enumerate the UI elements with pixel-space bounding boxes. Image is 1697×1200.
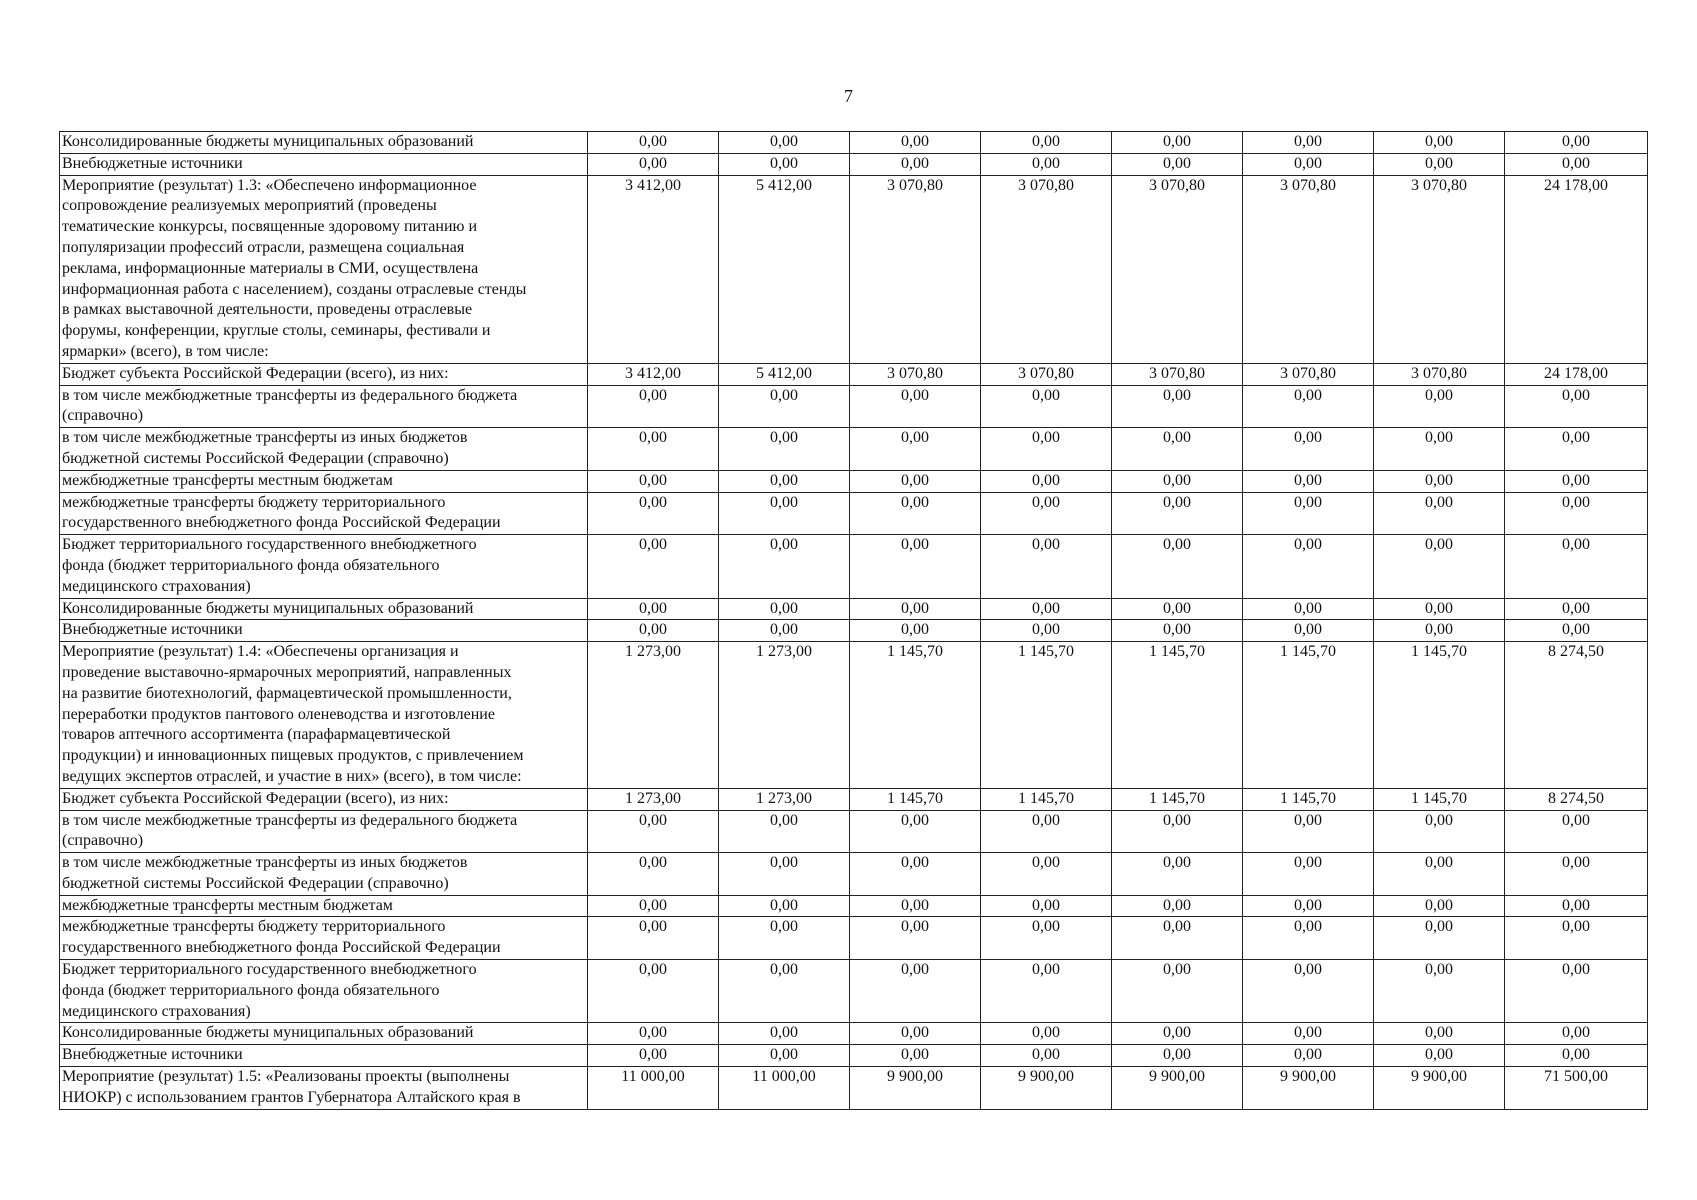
- table-row: [60, 1045, 1648, 1067]
- value-cell: 0,00: [981, 620, 1112, 642]
- value-cell: 0,00: [719, 917, 850, 960]
- value-cell: 3 070,80: [1243, 175, 1374, 363]
- value-cell: 0,00: [1243, 1045, 1374, 1067]
- value-cell: 3 070,80: [850, 175, 981, 363]
- value-cell: 0,00: [1374, 620, 1505, 642]
- value-cell: 0,00: [981, 470, 1112, 492]
- table-row: [60, 1067, 1648, 1110]
- value-cell: 0,00: [981, 385, 1112, 428]
- value-cell: 1 145,70: [1112, 788, 1243, 810]
- value-cell: 0,00: [1112, 132, 1243, 154]
- value-cell: 0,00: [588, 385, 719, 428]
- value-cell: 5 412,00: [719, 175, 850, 363]
- value-cell: 0,00: [850, 853, 981, 896]
- value-cell: 0,00: [981, 428, 1112, 471]
- value-cell: 0,00: [588, 960, 719, 1023]
- table-row: [60, 470, 1648, 492]
- table-row: [60, 598, 1648, 620]
- value-cell: 0,00: [981, 132, 1112, 154]
- value-cell: 3 412,00: [588, 363, 719, 385]
- value-cell: 0,00: [981, 492, 1112, 535]
- value-cell: 0,00: [1112, 960, 1243, 1023]
- table-row: [60, 132, 1648, 154]
- row-label: межбюджетные трансферты местным бюджетам: [60, 895, 588, 917]
- value-cell: 0,00: [850, 385, 981, 428]
- page-number: 7: [844, 86, 853, 106]
- value-cell: 0,00: [1374, 535, 1505, 598]
- value-cell: 0,00: [1243, 470, 1374, 492]
- value-cell: 0,00: [850, 1045, 981, 1067]
- value-cell: 9 900,00: [1374, 1067, 1505, 1110]
- value-cell: 3 070,80: [1374, 175, 1505, 363]
- value-cell: 0,00: [1374, 853, 1505, 896]
- value-cell: 0,00: [719, 428, 850, 471]
- value-cell: 0,00: [1374, 960, 1505, 1023]
- value-cell: 0,00: [588, 428, 719, 471]
- value-cell: 0,00: [719, 960, 850, 1023]
- total-cell: 0,00: [1505, 895, 1648, 917]
- value-cell: 0,00: [588, 132, 719, 154]
- row-label: Консолидированные бюджеты муниципальных образований: [60, 1023, 588, 1045]
- total-cell: 0,00: [1505, 535, 1648, 598]
- value-cell: 0,00: [588, 620, 719, 642]
- value-cell: 0,00: [850, 598, 981, 620]
- row-label: Бюджет субъекта Российской Федерации (всего), из них:: [60, 788, 588, 810]
- value-cell: 0,00: [850, 620, 981, 642]
- total-cell: 0,00: [1505, 620, 1648, 642]
- value-cell: 0,00: [1243, 428, 1374, 471]
- value-cell: 0,00: [850, 1023, 981, 1045]
- total-cell: 24 178,00: [1505, 175, 1648, 363]
- table-row: [60, 620, 1648, 642]
- value-cell: 0,00: [1243, 810, 1374, 853]
- value-cell: 0,00: [588, 153, 719, 175]
- value-cell: 0,00: [1374, 385, 1505, 428]
- value-cell: 0,00: [1243, 385, 1374, 428]
- value-cell: 0,00: [1112, 620, 1243, 642]
- value-cell: 9 900,00: [981, 1067, 1112, 1110]
- value-cell: 0,00: [719, 895, 850, 917]
- row-label: Мероприятие (результат) 1.5: «Реализованы проекты (выполнены НИОКР) с использованием грантов Губернатора Алтайского края в: [60, 1067, 588, 1110]
- total-cell: 8 274,50: [1505, 642, 1648, 789]
- value-cell: 0,00: [850, 153, 981, 175]
- value-cell: 0,00: [588, 1023, 719, 1045]
- value-cell: 11 000,00: [719, 1067, 850, 1110]
- value-cell: 0,00: [981, 810, 1112, 853]
- value-cell: 0,00: [588, 470, 719, 492]
- value-cell: 0,00: [850, 895, 981, 917]
- value-cell: 3 070,80: [850, 363, 981, 385]
- total-cell: 0,00: [1505, 153, 1648, 175]
- table-row: [60, 175, 1648, 363]
- row-label: Бюджет территориального государственного внебюджетного фонда (бюджет территориального фонда обязательного медицинского страхования): [60, 535, 588, 598]
- value-cell: 3 070,80: [981, 363, 1112, 385]
- row-label: в том числе межбюджетные трансферты из федерального бюджета (справочно): [60, 385, 588, 428]
- value-cell: 1 273,00: [588, 642, 719, 789]
- row-label: межбюджетные трансферты местным бюджетам: [60, 470, 588, 492]
- value-cell: 0,00: [981, 1045, 1112, 1067]
- value-cell: 0,00: [719, 535, 850, 598]
- value-cell: 0,00: [1374, 917, 1505, 960]
- value-cell: 0,00: [850, 960, 981, 1023]
- value-cell: 0,00: [1112, 917, 1243, 960]
- value-cell: 0,00: [1112, 853, 1243, 896]
- value-cell: 0,00: [850, 810, 981, 853]
- value-cell: 0,00: [1243, 960, 1374, 1023]
- value-cell: 1 145,70: [981, 788, 1112, 810]
- value-cell: 0,00: [588, 853, 719, 896]
- value-cell: 0,00: [1243, 535, 1374, 598]
- value-cell: 0,00: [719, 1023, 850, 1045]
- value-cell: 0,00: [1243, 917, 1374, 960]
- row-label: Бюджет субъекта Российской Федерации (всего), из них:: [60, 363, 588, 385]
- value-cell: 1 273,00: [719, 642, 850, 789]
- table-row: [60, 917, 1648, 960]
- budget-table-body: [60, 132, 1648, 1110]
- budget-table: [59, 131, 1648, 1110]
- value-cell: 0,00: [981, 153, 1112, 175]
- total-cell: 0,00: [1505, 132, 1648, 154]
- value-cell: 0,00: [1243, 895, 1374, 917]
- value-cell: 0,00: [1112, 1045, 1243, 1067]
- value-cell: 0,00: [719, 470, 850, 492]
- value-cell: 0,00: [1374, 428, 1505, 471]
- value-cell: 0,00: [1112, 1023, 1243, 1045]
- total-cell: 0,00: [1505, 1045, 1648, 1067]
- total-cell: 0,00: [1505, 1023, 1648, 1045]
- table-row: [60, 810, 1648, 853]
- value-cell: 0,00: [1243, 1023, 1374, 1045]
- value-cell: 0,00: [850, 535, 981, 598]
- value-cell: 0,00: [1112, 492, 1243, 535]
- value-cell: 0,00: [850, 917, 981, 960]
- total-cell: 0,00: [1505, 917, 1648, 960]
- value-cell: 1 145,70: [1374, 788, 1505, 810]
- value-cell: 0,00: [850, 470, 981, 492]
- table-row: [60, 535, 1648, 598]
- value-cell: 1 145,70: [981, 642, 1112, 789]
- value-cell: 0,00: [1243, 132, 1374, 154]
- value-cell: 0,00: [1374, 895, 1505, 917]
- value-cell: 0,00: [1112, 153, 1243, 175]
- row-label: Внебюджетные источники: [60, 620, 588, 642]
- table-row: [60, 960, 1648, 1023]
- row-label: Внебюджетные источники: [60, 1045, 588, 1067]
- row-label: Мероприятие (результат) 1.3: «Обеспечено информационное сопровождение реализуемых мероприятий (проведены тематические конкурсы, посвященные здоровому питанию и популяризации профессий отрасли, размещена социальная реклама, информационные материалы в СМИ, осуществлена информационная работа с населением), созданы отраслевые стенды в рамках выставочной деятельности, проведены отраслевые форумы, конференции, круглые столы, семинары, фестивали и ярмарки» (всего), в том числе:: [60, 175, 588, 363]
- value-cell: 3 070,80: [1374, 363, 1505, 385]
- value-cell: 0,00: [850, 492, 981, 535]
- value-cell: 5 412,00: [719, 363, 850, 385]
- value-cell: 0,00: [1374, 153, 1505, 175]
- value-cell: 3 070,80: [1243, 363, 1374, 385]
- value-cell: 0,00: [588, 895, 719, 917]
- value-cell: 0,00: [1243, 853, 1374, 896]
- total-cell: 0,00: [1505, 960, 1648, 1023]
- value-cell: 0,00: [1374, 1023, 1505, 1045]
- table-row: [60, 492, 1648, 535]
- value-cell: 0,00: [1112, 810, 1243, 853]
- row-label: Консолидированные бюджеты муниципальных образований: [60, 132, 588, 154]
- value-cell: 0,00: [1112, 895, 1243, 917]
- value-cell: 0,00: [1374, 810, 1505, 853]
- value-cell: 0,00: [1112, 598, 1243, 620]
- row-label: в том числе межбюджетные трансферты из федерального бюджета (справочно): [60, 810, 588, 853]
- value-cell: 0,00: [1374, 132, 1505, 154]
- total-cell: 0,00: [1505, 428, 1648, 471]
- value-cell: 3 070,80: [1112, 175, 1243, 363]
- total-cell: 0,00: [1505, 598, 1648, 620]
- value-cell: 0,00: [981, 598, 1112, 620]
- value-cell: 0,00: [1112, 470, 1243, 492]
- value-cell: 1 145,70: [1243, 642, 1374, 789]
- value-cell: 1 273,00: [719, 788, 850, 810]
- value-cell: 0,00: [719, 853, 850, 896]
- total-cell: 0,00: [1505, 470, 1648, 492]
- value-cell: 0,00: [719, 385, 850, 428]
- value-cell: 0,00: [588, 535, 719, 598]
- table-row: [60, 153, 1648, 175]
- table-row: [60, 385, 1648, 428]
- total-cell: 0,00: [1505, 853, 1648, 896]
- value-cell: 0,00: [850, 428, 981, 471]
- value-cell: 0,00: [1243, 153, 1374, 175]
- row-label: межбюджетные трансферты бюджету территориального государственного внебюджетного фонда Российской Федерации: [60, 492, 588, 535]
- value-cell: 0,00: [1374, 1045, 1505, 1067]
- value-cell: 0,00: [981, 853, 1112, 896]
- total-cell: 24 178,00: [1505, 363, 1648, 385]
- value-cell: 1 145,70: [1374, 642, 1505, 789]
- total-cell: 0,00: [1505, 385, 1648, 428]
- total-cell: 0,00: [1505, 810, 1648, 853]
- value-cell: 0,00: [588, 1045, 719, 1067]
- value-cell: 1 145,70: [1112, 642, 1243, 789]
- value-cell: 0,00: [1243, 620, 1374, 642]
- value-cell: 0,00: [1112, 385, 1243, 428]
- value-cell: 1 145,70: [850, 788, 981, 810]
- total-cell: 0,00: [1505, 492, 1648, 535]
- value-cell: 0,00: [981, 1023, 1112, 1045]
- row-label: Консолидированные бюджеты муниципальных образований: [60, 598, 588, 620]
- total-cell: 8 274,50: [1505, 788, 1648, 810]
- value-cell: 0,00: [1112, 428, 1243, 471]
- value-cell: 1 145,70: [1243, 788, 1374, 810]
- value-cell: 3 070,80: [1112, 363, 1243, 385]
- row-label: Бюджет территориального государственного внебюджетного фонда (бюджет территориального фонда обязательного медицинского страхования): [60, 960, 588, 1023]
- value-cell: 11 000,00: [588, 1067, 719, 1110]
- value-cell: 0,00: [719, 620, 850, 642]
- value-cell: 0,00: [981, 917, 1112, 960]
- table-row: [60, 1023, 1648, 1045]
- value-cell: 0,00: [719, 598, 850, 620]
- value-cell: 0,00: [588, 810, 719, 853]
- value-cell: 0,00: [1374, 598, 1505, 620]
- row-label: в том числе межбюджетные трансферты из иных бюджетов бюджетной системы Российской Федерации (справочно): [60, 428, 588, 471]
- value-cell: 0,00: [588, 917, 719, 960]
- value-cell: 1 145,70: [850, 642, 981, 789]
- row-label: в том числе межбюджетные трансферты из иных бюджетов бюджетной системы Российской Федерации (справочно): [60, 853, 588, 896]
- value-cell: 0,00: [1374, 492, 1505, 535]
- value-cell: 0,00: [850, 132, 981, 154]
- value-cell: 0,00: [1243, 492, 1374, 535]
- value-cell: 9 900,00: [1243, 1067, 1374, 1110]
- value-cell: 0,00: [719, 153, 850, 175]
- value-cell: 1 273,00: [588, 788, 719, 810]
- row-label: Мероприятие (результат) 1.4: «Обеспечены организация и проведение выставочно-ярмарочных мероприятий, направленных на развитие биотехнологий, фармацевтической промышленности, переработки продуктов пантового оленеводства и изготовление товаров аптечного ассортимента (парафармацевтической продукции) и инновационных пищевых продуктов, с привлечением ведущих экспертов отраслей, и участие в них» (всего), в том числе:: [60, 642, 588, 789]
- value-cell: 0,00: [981, 535, 1112, 598]
- table-row: [60, 895, 1648, 917]
- row-label: межбюджетные трансферты бюджету территориального государственного внебюджетного фонда Российской Федерации: [60, 917, 588, 960]
- value-cell: 0,00: [1112, 535, 1243, 598]
- value-cell: 0,00: [588, 598, 719, 620]
- value-cell: 0,00: [719, 1045, 850, 1067]
- value-cell: 0,00: [588, 492, 719, 535]
- row-label: Внебюджетные источники: [60, 153, 588, 175]
- value-cell: 0,00: [981, 895, 1112, 917]
- value-cell: 9 900,00: [850, 1067, 981, 1110]
- table-row: [60, 788, 1648, 810]
- total-cell: 71 500,00: [1505, 1067, 1648, 1110]
- value-cell: 0,00: [719, 132, 850, 154]
- table-row: [60, 642, 1648, 789]
- value-cell: 0,00: [1374, 470, 1505, 492]
- value-cell: 3 412,00: [588, 175, 719, 363]
- value-cell: 0,00: [1243, 598, 1374, 620]
- table-row: [60, 428, 1648, 471]
- value-cell: 0,00: [981, 960, 1112, 1023]
- value-cell: 9 900,00: [1112, 1067, 1243, 1110]
- table-row: [60, 853, 1648, 896]
- value-cell: 0,00: [719, 492, 850, 535]
- table-row: [60, 363, 1648, 385]
- value-cell: 3 070,80: [981, 175, 1112, 363]
- value-cell: 0,00: [719, 810, 850, 853]
